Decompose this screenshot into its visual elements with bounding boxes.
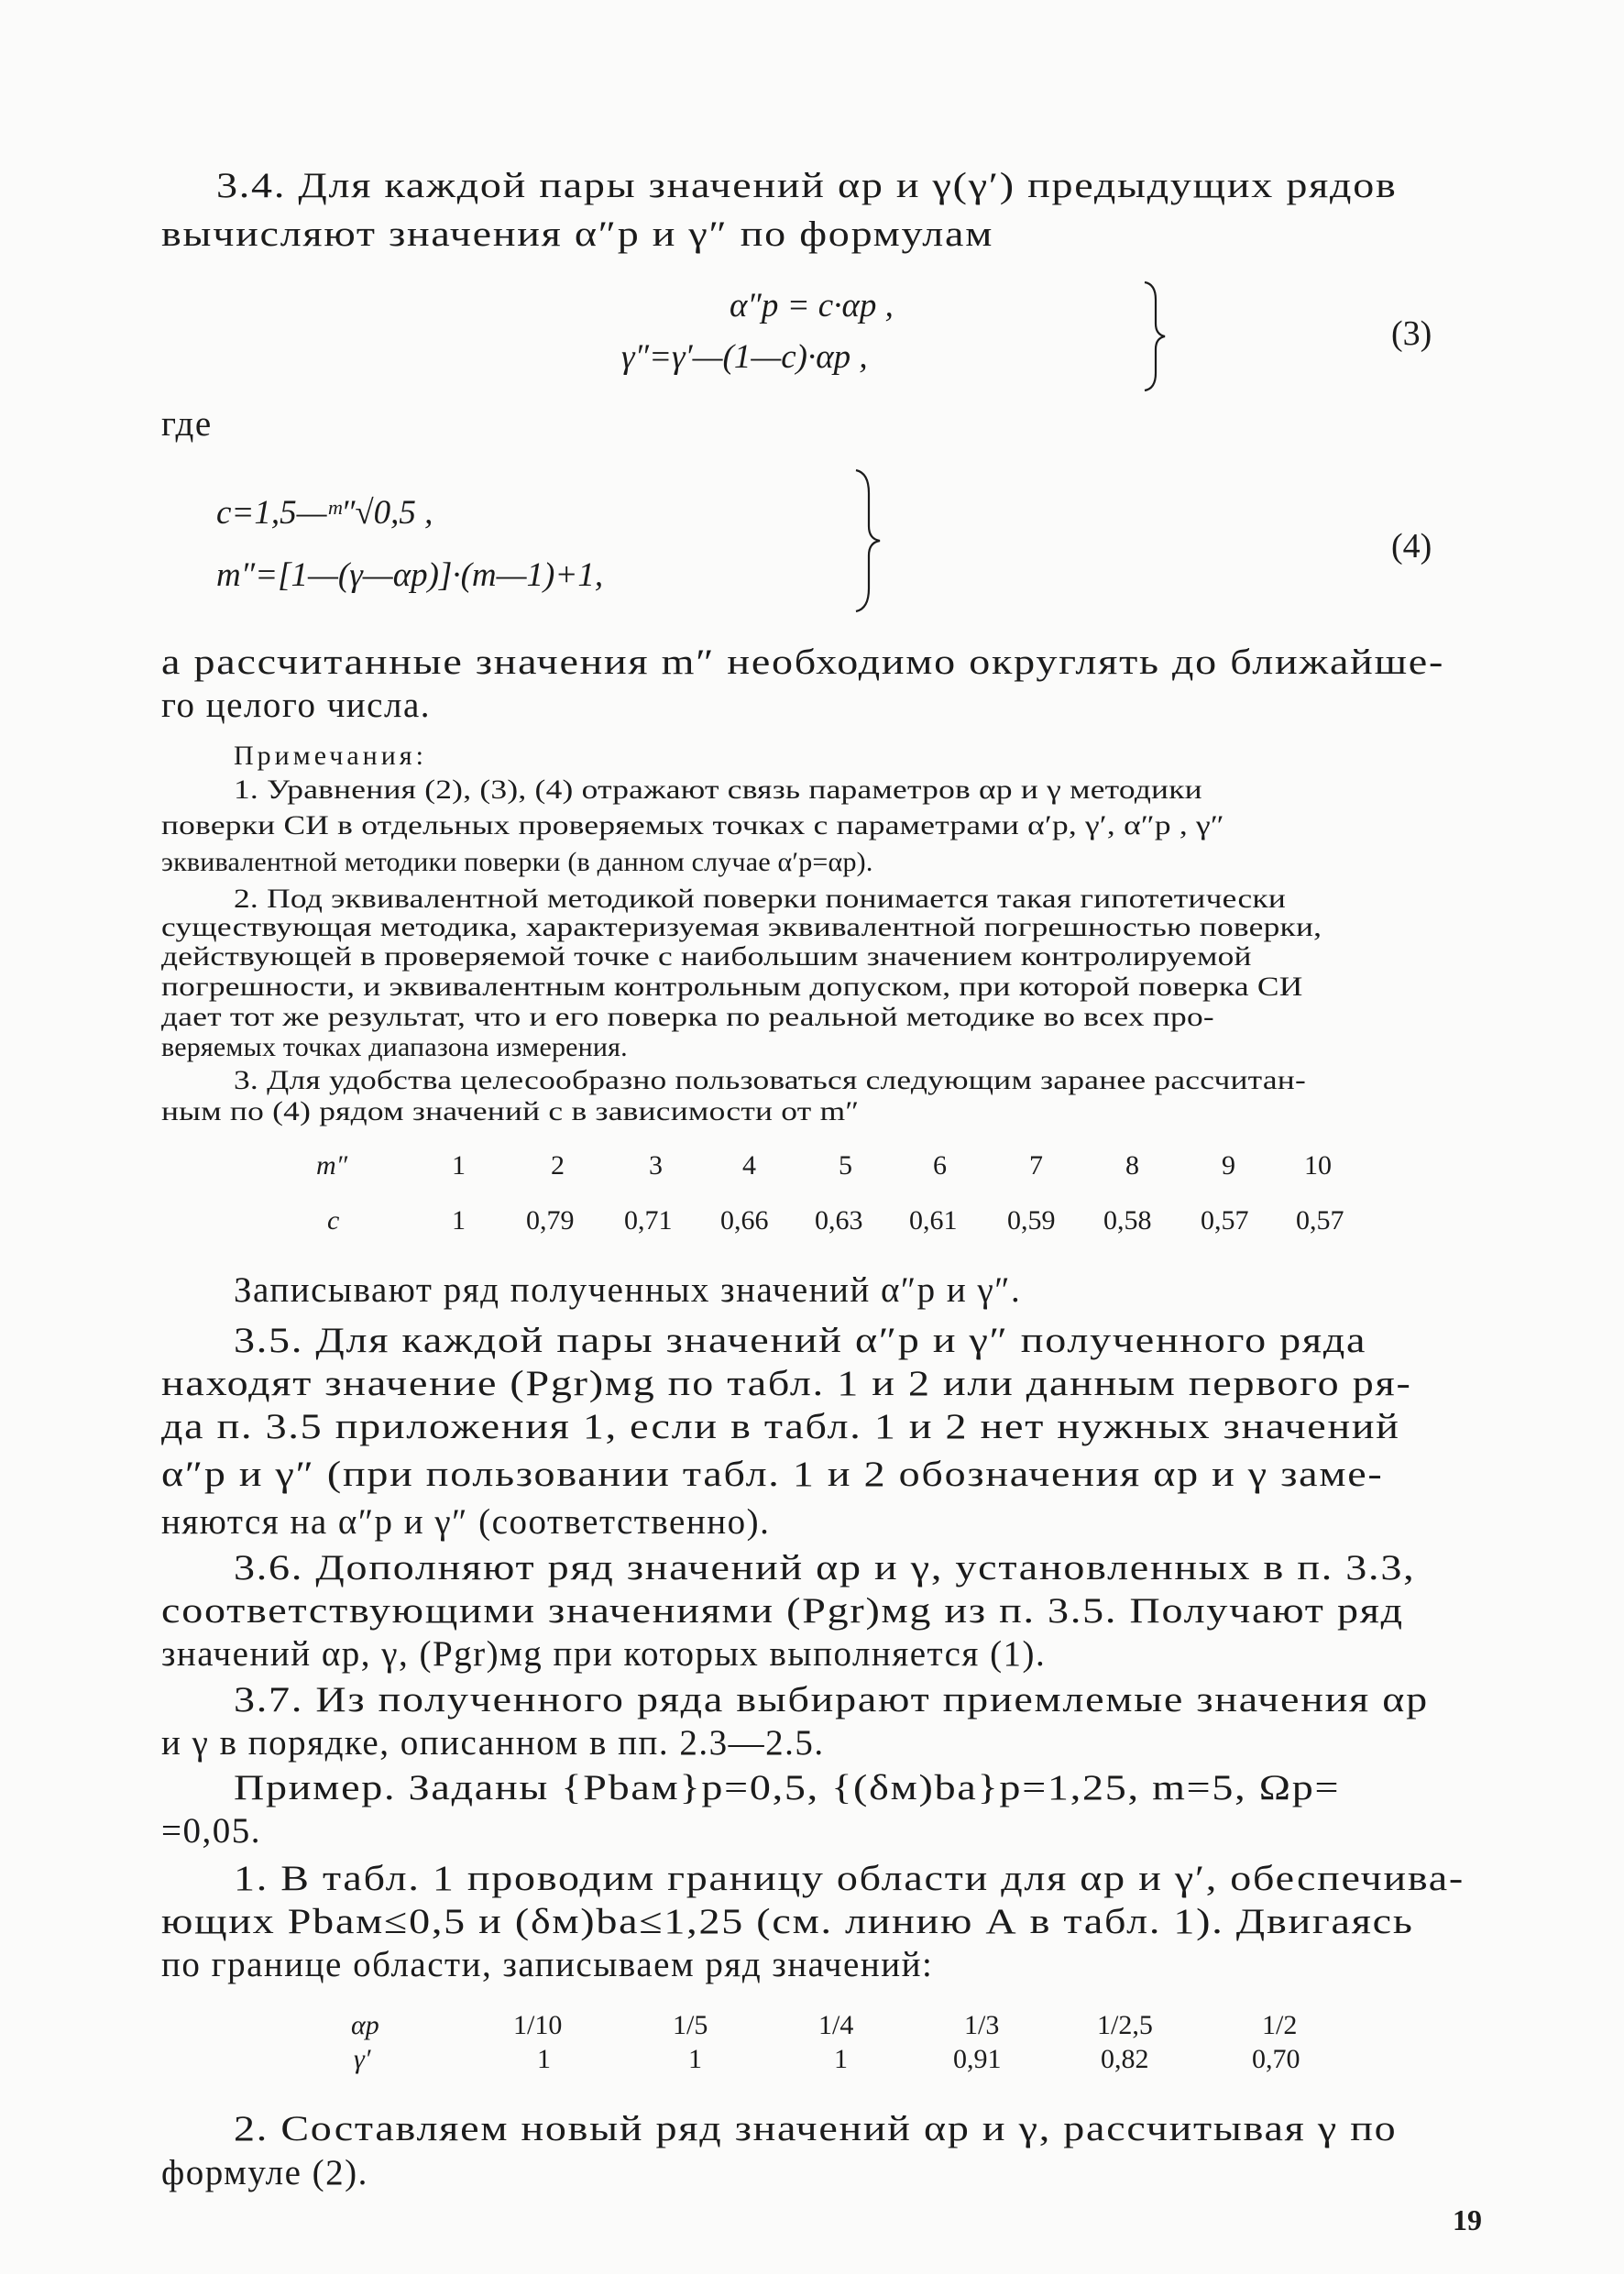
- section-3-5-line-2: находят значение (Pgr)мg по табл. 1 и 2 или данным первого ря-: [161, 1364, 1412, 1403]
- formula-4-brace: [852, 467, 883, 614]
- table-c-cell: 8: [1125, 1150, 1139, 1181]
- note-2-line-1: 2. Под эквивалентной методикой поверки понимается такая гипотетически: [234, 884, 1287, 914]
- note-2-line-5: дает тот же результат, что и его поверка по реальной методике во всех про-: [161, 1002, 1214, 1032]
- formula-3-line-1: α″р = c·αр ,: [730, 287, 894, 324]
- table-c-row1-label: m″: [316, 1150, 348, 1181]
- table-alpha-cell: 1/10: [513, 2010, 563, 2040]
- rounding-line-2: го целого числа.: [161, 686, 432, 725]
- table-c-cell: 0,71: [624, 1205, 673, 1236]
- table-alpha-cell: 1: [537, 2044, 551, 2074]
- table-c-cell: 0,57: [1201, 1205, 1249, 1236]
- table-alpha-cell: 1/5: [673, 2010, 708, 2040]
- table-alpha-cell: 1/3: [964, 2010, 1000, 2040]
- where-label: где: [161, 404, 213, 444]
- table-c-cell: 0,58: [1103, 1205, 1152, 1236]
- notes-heading: Примечания:: [234, 741, 427, 771]
- page-number: 19: [1453, 2203, 1482, 2236]
- step-1-line-3: по границе области, записываем ряд значений:: [161, 1945, 934, 1984]
- section-3-6-line-2: соответствующими значениями (Pgr)мg из п. 3.5. Получают ряд: [161, 1591, 1404, 1631]
- step-1-line-1: 1. В табл. 1 проводим границу области для αр и γ′, обеспечива-: [234, 1859, 1465, 1898]
- table-alpha-cell: 1/2: [1262, 2010, 1298, 2040]
- note-2-line-2: существующая методика, характеризуемая эквивалентной погрешностью поверки,: [161, 912, 1322, 942]
- section-3-5-line-4: α″р и γ″ (при пользовании табл. 1 и 2 обозначения αр и γ заме-: [161, 1455, 1384, 1494]
- table-c-cell: 0,57: [1296, 1205, 1344, 1236]
- table-alpha-cell: 1: [834, 2044, 848, 2074]
- table-c-cell: 0,61: [909, 1205, 958, 1236]
- example-line-1: Пример. Заданы {Pbaм}р=0,5, {(δм)ba}р=1,25, m=5, Ωр=: [234, 1768, 1341, 1807]
- note-3-line-2: ным по (4) рядом значений c в зависимости от m″: [161, 1096, 860, 1126]
- table-c-cell: 10: [1304, 1150, 1332, 1181]
- table-c-cell: 0,79: [526, 1205, 575, 1236]
- table-alpha-cell: 0,82: [1101, 2044, 1149, 2074]
- section-3-7-line-1: 3.7. Из полученного ряда выбирают приемлемые значения αр: [234, 1680, 1429, 1719]
- note-1-line-1: 1. Уравнения (2), (3), (4) отражают связь параметров αр и γ методики: [234, 774, 1202, 805]
- note-2-line-3: действующей в проверяемой точке с наибольшим значением контролируемой: [161, 941, 1252, 972]
- note-1-line-3: эквивалентной методики поверки (в данном случае α′р=αр).: [161, 847, 873, 877]
- section-3-6-line-1: 3.6. Дополняют ряд значений αр и γ, установленных в п. 3.3,: [234, 1548, 1416, 1587]
- rounding-line-1: а рассчитанные значения m″ необходимо округлять до ближайше-: [161, 643, 1445, 682]
- section-3-5-line-1: 3.5. Для каждой пары значений α″р и γ″ полученного ряда: [234, 1321, 1367, 1360]
- table-c-row2-label: c: [327, 1205, 340, 1236]
- example-line-2: =0,05.: [161, 1811, 261, 1851]
- table-alpha-cell: 0,91: [953, 2044, 1002, 2074]
- formula-3-brace: [1141, 280, 1169, 394]
- section-3-6-line-3: значений αр, γ, (Pgr)мg при которых выполняется (1).: [161, 1634, 1047, 1674]
- formula-3-number: (3): [1391, 314, 1432, 353]
- note-1-line-2: поверки СИ в отдельных проверяемых точках с параметрами α′р, γ′, α″р , γ″: [161, 810, 1224, 840]
- table-c-cell: 0,66: [720, 1205, 769, 1236]
- formula-4-line-1: c=1,5—ᵐ″√0,5 ,: [216, 494, 433, 532]
- formula-3-line-2: γ″=γ′—(1—c)·αр ,: [621, 338, 868, 376]
- step-2-line-1: 2. Составляем новый ряд значений αр и γ, рассчитывая γ по: [234, 2109, 1398, 2148]
- table-c-cell: 3: [649, 1150, 663, 1181]
- formula-4-number: (4): [1391, 527, 1432, 566]
- step-2-line-2: формуле (2).: [161, 2153, 368, 2192]
- record-line: Записывают ряд полученных значений α″р и γ″.: [234, 1270, 1022, 1310]
- table-c-cell: 2: [551, 1150, 565, 1181]
- table-alpha-row2-label: γ′: [354, 2044, 371, 2074]
- table-c-cell: 7: [1029, 1150, 1043, 1181]
- table-alpha-row1-label: αр: [351, 2010, 379, 2040]
- section-3-5-line-5: няются на α″р и γ″ (соответственно).: [161, 1502, 771, 1542]
- section-3-7-line-2: и γ в порядке, описанном в пп. 2.3—2.5.: [161, 1723, 825, 1763]
- table-c-cell: 1: [452, 1150, 466, 1181]
- note-2-line-6: веряемых точках диапазона измерения.: [161, 1032, 628, 1062]
- table-c-cell: 0,59: [1007, 1205, 1056, 1236]
- section-3-4-line-2: вычисляют значения α″р и γ″ по формулам: [161, 214, 994, 254]
- step-1-line-2: ющих Pbaм≤0,5 и (δм)ba≤1,25 (см. линию А в табл. 1). Двигаясь: [161, 1902, 1414, 1941]
- table-c-cell: 1: [452, 1205, 466, 1236]
- table-c-cell: 6: [933, 1150, 947, 1181]
- note-3-line-1: 3. Для удобства целесообразно пользоваться следующим заранее рассчитан-: [234, 1065, 1306, 1095]
- table-alpha-cell: 1/2,5: [1097, 2010, 1153, 2040]
- table-alpha-cell: 0,70: [1252, 2044, 1300, 2074]
- table-c-cell: 0,63: [815, 1205, 863, 1236]
- table-alpha-cell: 1: [688, 2044, 702, 2074]
- formula-4-line-2: m″=[1—(γ—αр)]·(m—1)+1,: [216, 556, 604, 594]
- section-3-5-line-3: да п. 3.5 приложения 1, если в табл. 1 и 2 нет нужных значений: [161, 1407, 1400, 1446]
- table-c-cell: 5: [839, 1150, 852, 1181]
- table-alpha-cell: 1/4: [818, 2010, 854, 2040]
- section-3-4-line-1: 3.4. Для каждой пары значений αр и γ(γ′) предыдущих рядов: [216, 166, 1398, 205]
- note-2-line-4: погрешности, и эквивалентным контрольным допуском, при которой поверка СИ: [161, 972, 1303, 1002]
- table-c-cell: 4: [742, 1150, 756, 1181]
- table-c-cell: 9: [1222, 1150, 1235, 1181]
